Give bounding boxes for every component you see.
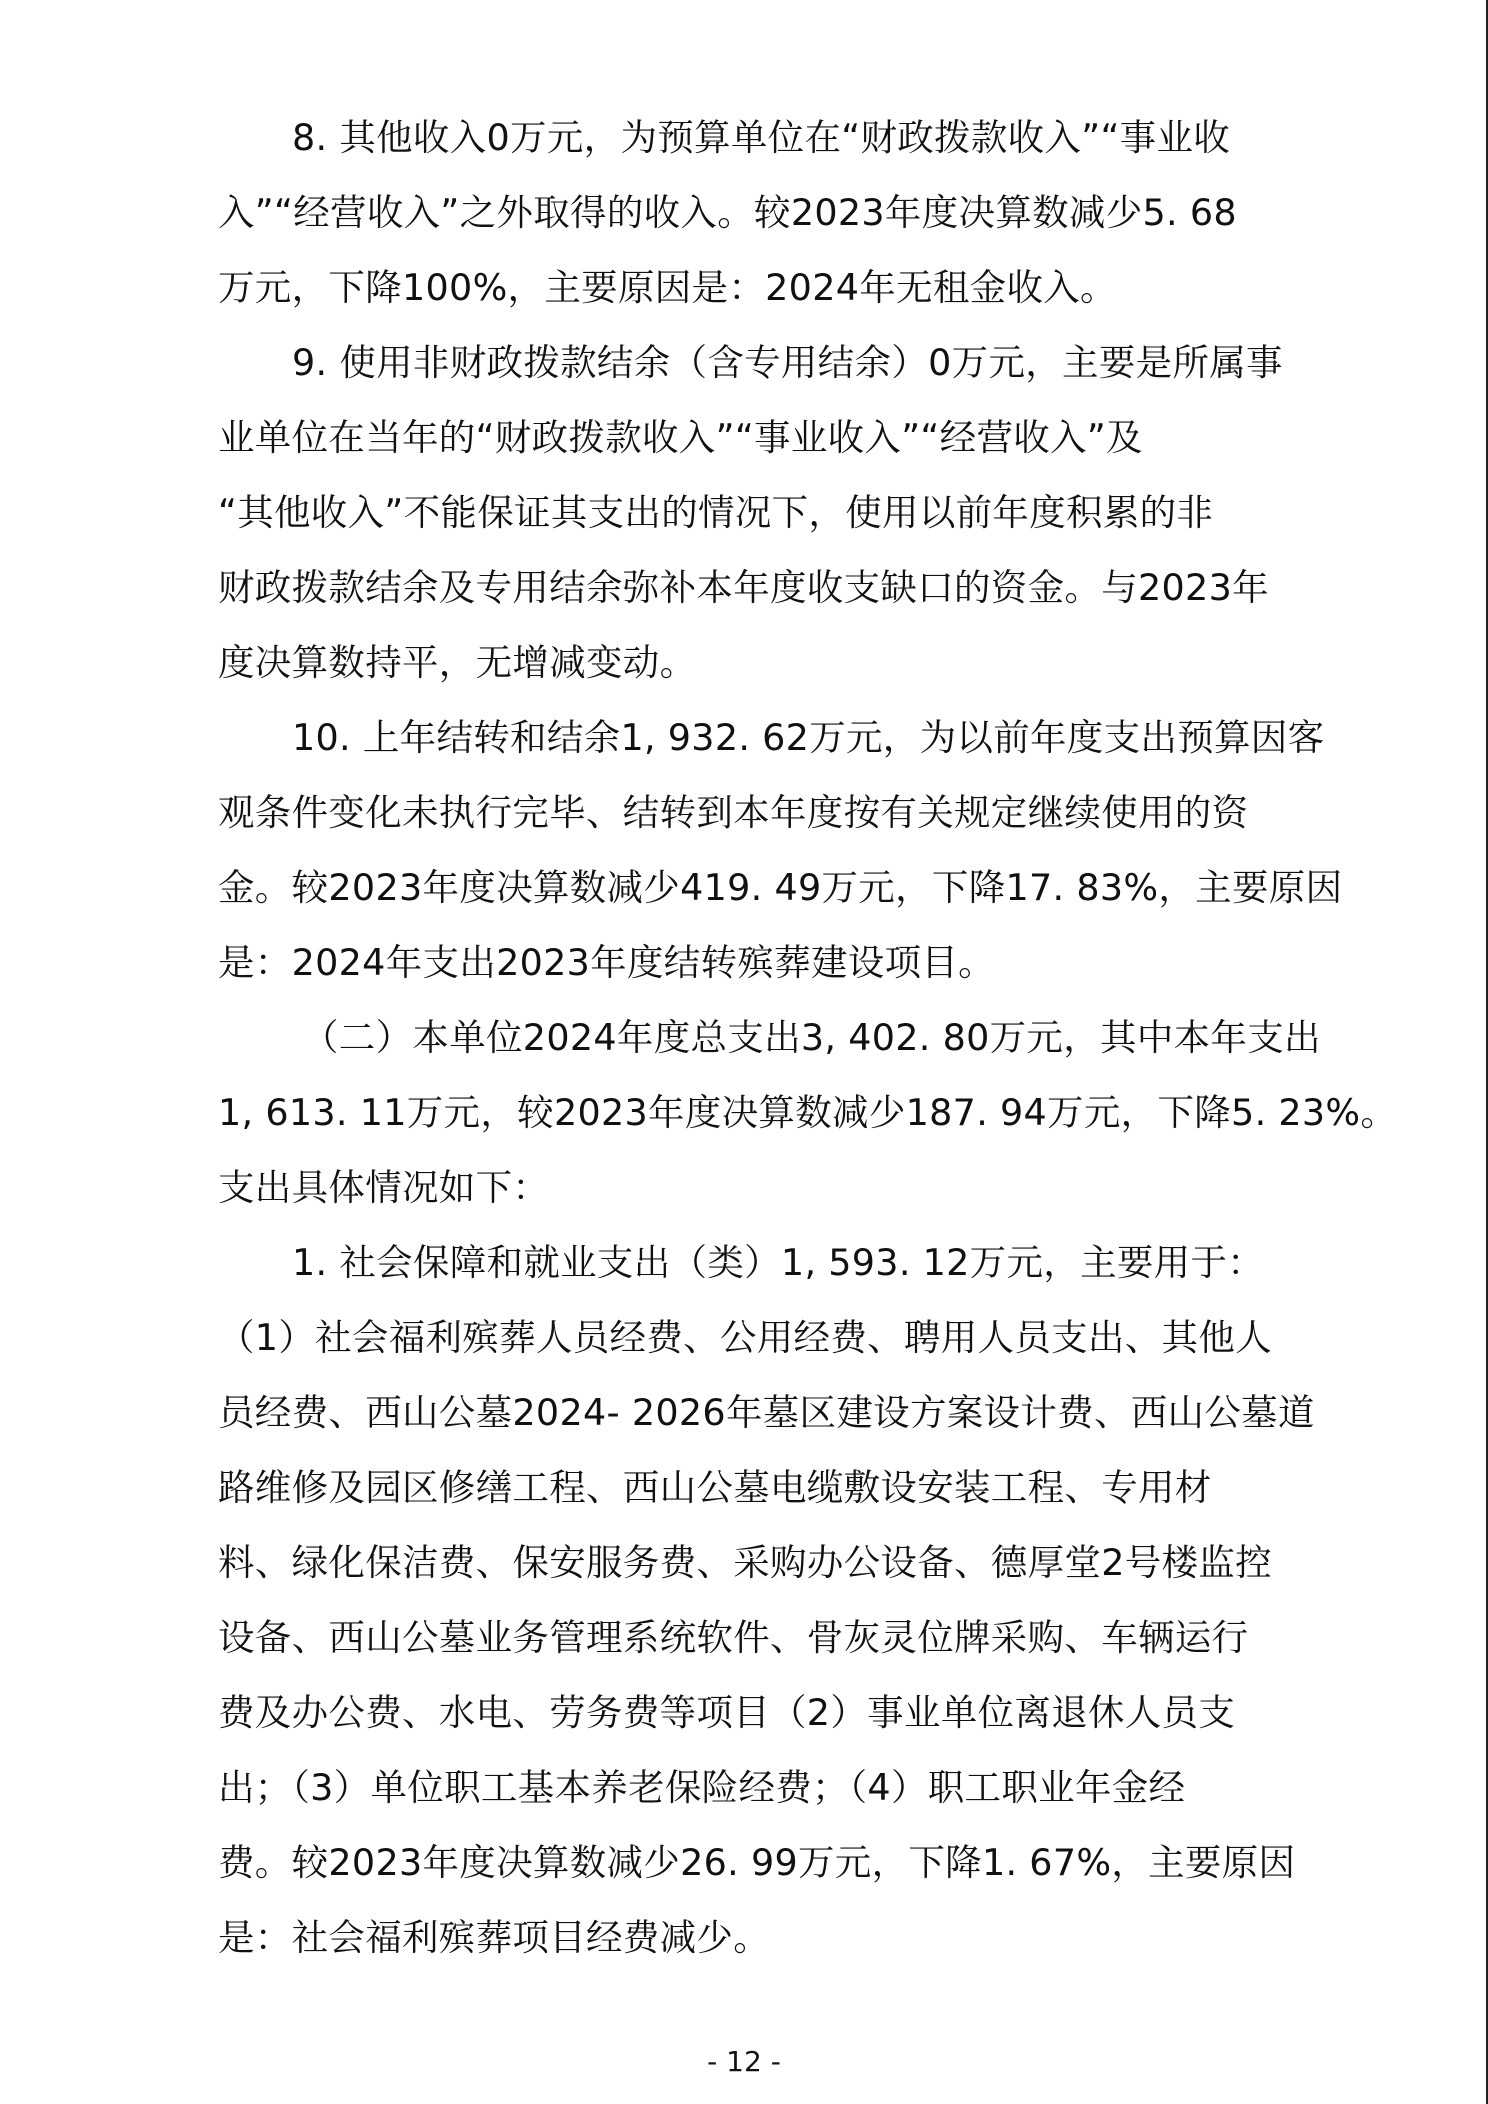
paragraph-10-line-3: 金。较2023年度决算数减少419. 49万元，下降17. 83%，主要原因	[218, 866, 1343, 909]
expense-1-line-9: 费。较2023年度决算数减少26. 99万元，下降1. 67%，主要原因	[218, 1841, 1296, 1884]
expense-1-line-7: 费及办公费、水电、劳务费等项目（2）事业单位离退休人员支	[218, 1691, 1236, 1734]
paragraph-9-line-2: 业单位在当年的“财政拨款收入”“事业收入”“经营收入”及	[218, 416, 1143, 459]
paragraph-8-line-3: 万元，下降100%，主要原因是：2024年无租金收入。	[218, 266, 1117, 309]
expense-1-line-2: （1）社会福利殡葬人员经费、公用经费、聘用人员支出、其他人	[218, 1316, 1272, 1359]
expense-1-line-8: 出；（3）单位职工基本养老保险经费；（4）职工职业年金经	[218, 1766, 1186, 1809]
section-2-line-1: （二）本单位2024年度总支出3, 402. 80万元，其中本年支出	[302, 1016, 1321, 1059]
paragraph-10-line-1: 10. 上年结转和结余1, 932. 62万元，为以前年度支出预算因客	[292, 716, 1325, 759]
document-body	[218, 100, 1398, 1975]
page-number: - 12 -	[707, 2045, 781, 2078]
paragraph-9-line-1: 9. 使用非财政拨款结余（含专用结余）0万元，主要是所属事	[292, 341, 1283, 384]
paragraph-9-line-4: 财政拨款结余及专用结余弥补本年度收支缺口的资金。与2023年	[218, 566, 1269, 609]
paragraph-10-line-4: 是：2024年支出2023年度结转殡葬建设项目。	[218, 941, 995, 984]
section-2-line-2: 1, 613. 11万元，较2023年度决算数减少187. 94万元，下降5. 23%。	[218, 1091, 1398, 1134]
expense-1-line-4: 路维修及园区修缮工程、西山公墓电缆敷设安装工程、专用材	[218, 1466, 1212, 1509]
paragraph-9-line-5: 度决算数持平，无增减变动。	[218, 641, 697, 684]
expense-1-line-1: 1. 社会保障和就业支出（类）1, 593. 12万元，主要用于：	[292, 1241, 1265, 1284]
section-2-line-3: 支出具体情况如下：	[218, 1166, 550, 1209]
paragraph-8-line-1: 8. 其他收入0万元，为预算单位在“财政拨款收入”“事业收	[292, 116, 1231, 159]
expense-1-line-5: 料、绿化保洁费、保安服务费、采购办公设备、德厚堂2号楼监控	[218, 1541, 1272, 1584]
paragraph-9-line-3: “其他收入”不能保证其支出的情况下，使用以前年度积累的非	[218, 491, 1214, 534]
paragraph-10-line-2: 观条件变化未执行完毕、结转到本年度按有关规定继续使用的资	[218, 791, 1249, 834]
paragraph-8-line-2: 入”“经营收入”之外取得的收入。较2023年度决算数减少5. 68	[218, 191, 1237, 234]
expense-1-line-6: 设备、西山公墓业务管理系统软件、骨灰灵位牌采购、车辆运行	[218, 1616, 1249, 1659]
expense-1-line-3: 员经费、西山公墓2024- 2026年墓区建设方案设计费、西山公墓道	[218, 1391, 1315, 1434]
expense-1-line-10: 是：社会福利殡葬项目经费减少。	[218, 1916, 770, 1959]
